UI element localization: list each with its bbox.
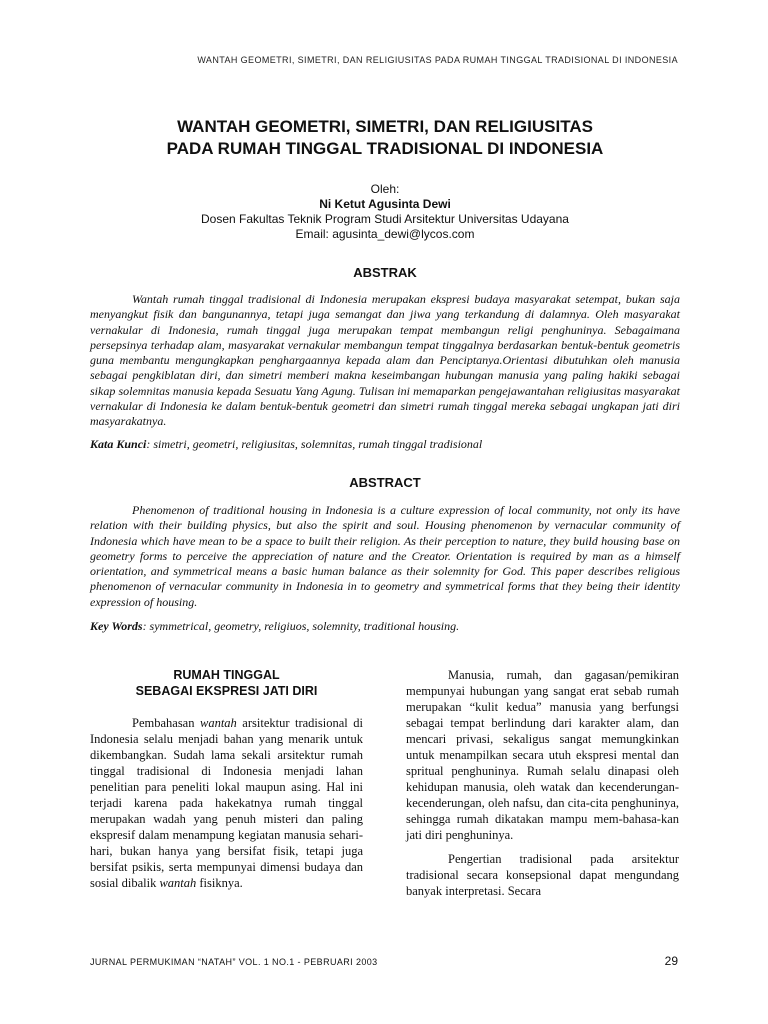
running-head: WANTAH GEOMETRI, SIMETRI, DAN RELIGIUSITAS PADA RUMAH TINGGAL TRADISIONAL DI INDONESIA: [197, 55, 678, 65]
kata-kunci: [90, 437, 680, 452]
right-paragraph-2: Pengertian tradisional pada arsitektur tradisional secara konsepsional dapat mengundang banyak interpretasi. Secara: [406, 852, 679, 898]
left-column: [90, 667, 363, 899]
abstract-text: Phenomenon of traditional housing in Indonesia is a culture expression of local community, not only its have relation with their building physics, but also the spirit and soul. Housing phenomenon by vernacular community of Indonesia which have mean to be a space to built their religion. As their perception to nature, they build housing base on geometry forms to perceive the appreciation of nature and the Creator. Orientation is required by man as a himself orientation, and symmetrical means a basic human balance as their solemnity for God. This paper describes religious phenomenon of vernacular community in Indonesia in to geometry and symmetrical forms that they being their identity expression of housing.: [90, 503, 680, 609]
footer-journal: JURNAL PERMUKIMAN “NATAH” VOL. 1 NO.1 - PEBRUARI 2003: [90, 957, 378, 967]
author-affiliation: Dosen Fakultas Teknik Program Studi Arsitektur Universitas Udayana: [201, 212, 569, 226]
right-paragraph-1: Manusia, rumah, dan gagasan/pemikiran mempunyai hubungan yang sangat erat sebab rumah merupakan “kulit kedua” manusia yang berfungsi sebagai tempat berlindung dari karakter alam, dan mencari privasi, sekaligus sangat memungkinkan untuk menampilkan secara utuh ekspresi mental dan spritual penghuninya. Rumah selalu dinapasi oleh kehidupan manusia, oleh watak dan kecenderungan-kecenderungan, oleh nafsu, dan cita-cita penghuninya, sehingga rumah dikatakan mampu mem-bahasa-kan jati diri penghuninya.: [406, 668, 679, 842]
section-heading-line-2: SEBAGAI EKSPRESI JATI DIRI: [135, 684, 318, 698]
title-line-2: PADA RUMAH TINGGAL TRADISIONAL DI INDONESIA: [166, 139, 604, 158]
kata-kunci-label: Kata Kunci: [90, 437, 147, 451]
kata-kunci-text: : simetri, geometri, religiusitas, solemnitas, rumah tinggal tradisional: [146, 437, 483, 451]
key-words: [90, 619, 680, 634]
right-column: [406, 667, 679, 907]
page-number: 29: [664, 954, 678, 968]
section-heading: [90, 667, 363, 699]
key-words-label: Key Words: [90, 619, 143, 633]
abstrak-text: Wantah rumah tinggal tradisional di Indonesia merupakan ekspresi budaya masyarakat setempat, bukan saja menyangkut fisik dan bangunannya, tetapi juga semangat dan jiwa yang terkandung di dalamnya. Oleh masyarakat vernakular di Indonesia, rumah tinggal juga merupakan tempat membangun religi penghuninya. Sebagaimana persepsinya terhadap alam, masyarakat vernakular membangun tempat tinggalnya berdasarkan bentuk-bentuk geometris guna membantu mengungkapkan penghargaannya kepada alam dan Penciptanya.Orientasi dibutuhkan oleh manusia sebagai pengkiblatan diri, dan simetri memberi makna keseimbangan hubungan manusia yang paling hakiki sebagai sikap solemnitas manusia kepada Sesuatu Yang Agung. Tulisan ini memaparkan pengejawantahan religiusitas masyarakat vernakular di Indonesia ke dalam bentuk-bentuk geometri dan simetri rumah tinggal mereka sebagai ungkapan jati diri masyarakatnya.: [90, 292, 680, 429]
title-line-1: WANTAH GEOMETRI, SIMETRI, DAN RELIGIUSITAS: [177, 117, 593, 136]
by-label: Oleh:: [370, 182, 400, 196]
abstract-heading: ABSTRACT: [349, 475, 421, 490]
page-title: [90, 116, 680, 160]
author-name: Ni Ketut Agusinta Dewi: [319, 197, 451, 211]
section-heading-line-1: RUMAH TINGGAL: [173, 668, 280, 682]
author-email: Email: agusinta_dewi@lycos.com: [295, 227, 475, 241]
left-paragraph-1: Pembahasan wantah arsitektur tradisional di Indonesia selalu menjadi bahan yang menarik untuk dikembangkan. Sudah lama sekali arsitektur rumah tinggal tradisional di Indonesia menjadi lahan penelitian para peneliti lokal maupun asing. Hal ini terjadi karena pada hakekatnya rumah tinggal merupakan wadah yang penuh misteri dan paling ekspresif dalam menampung kegiatan manusia sehari-hari, bukan hanya yang bersifat fisik, tetapi juga bersifat psikis, serta mempunyai dimensi budaya dan sosial dibalik wantah fisiknya.: [90, 716, 363, 890]
author-block: [90, 182, 680, 242]
abstrak-heading: ABSTRAK: [353, 265, 417, 280]
key-words-text: : symmetrical, geometry, religiuos, solemnity, traditional housing.: [142, 619, 460, 633]
